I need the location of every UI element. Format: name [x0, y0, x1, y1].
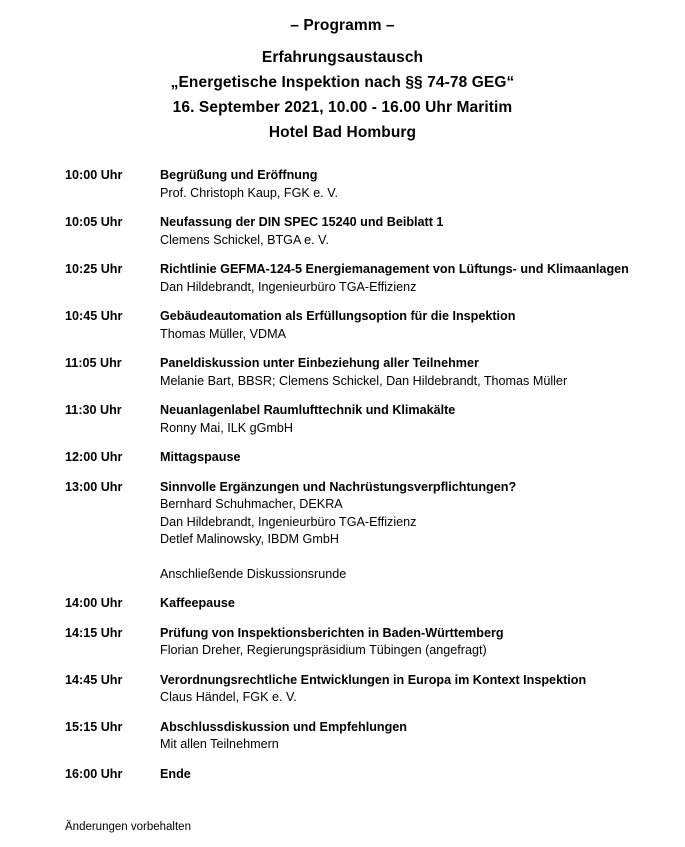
agenda-detail [160, 766, 645, 784]
agenda-session-title: Gebäudeautomation als Erfüllungsoption für die Inspektion [160, 309, 516, 323]
agenda-detail [160, 355, 645, 390]
agenda-detail [160, 214, 645, 249]
agenda-speaker: Detlef Malinowsky, IBDM GmbH [160, 532, 339, 546]
agenda-session-title: Paneldiskussion unter Einbeziehung aller Teilnehmer [160, 356, 479, 370]
agenda-row [65, 355, 645, 390]
agenda-session-title: Neufassung der DIN SPEC 15240 und Beiblatt 1 [160, 215, 444, 229]
agenda-detail [160, 449, 645, 467]
agenda-time: 12:00 Uhr [65, 450, 123, 464]
agenda-row [65, 595, 645, 613]
agenda-speaker: Prof. Christoph Kaup, FGK e. V. [160, 185, 339, 200]
agenda-speaker: Melanie Bart, BBSR; Clemens Schickel, Dan Hildebrandt, Thomas Müller [160, 373, 568, 388]
agenda-time: 10:05 Uhr [65, 215, 123, 229]
agenda-time: 15:15 Uhr [65, 719, 123, 734]
agenda-detail [160, 672, 645, 707]
program-label: – Programm – [290, 17, 395, 34]
agenda-session-title: Sinnvolle Ergänzungen und Nachrüstungsverpflichtungen? [160, 479, 517, 494]
document-header [0, 0, 685, 145]
agenda-session-title: Neuanlagenlabel Raumlufttechnik und Klimakälte [160, 403, 456, 417]
agenda-session-title: Ende [160, 766, 191, 781]
agenda-row [65, 672, 645, 707]
agenda-speaker: Bernhard Schuhmacher, DEKRA [160, 497, 343, 511]
agenda-detail [160, 595, 645, 613]
agenda-time: 13:00 Uhr [65, 479, 123, 494]
agenda-row [65, 214, 645, 249]
agenda-speaker: Florian Dreher, Regierungspräsidium Tübingen (angefragt) [160, 643, 487, 657]
agenda-session-title: Richtlinie GEFMA-124-5 Energiemanagement von Lüftungs- und Klimaanlagen [160, 262, 629, 276]
agenda-detail [160, 719, 645, 754]
agenda-session-title: Verordnungsrechtliche Entwicklungen in Europa im Kontext Inspektion [160, 672, 587, 687]
agenda-time: 11:30 Uhr [65, 403, 122, 417]
agenda-speaker: Ronny Mai, ILK gGmbH [160, 420, 293, 435]
agenda-speaker: Thomas Müller, VDMA [160, 326, 286, 341]
agenda-time: 14:15 Uhr [65, 625, 123, 640]
agenda-row [65, 402, 645, 437]
event-topic: „Energetische Inspektion nach §§ 74-78 GEG“ [170, 74, 515, 91]
agenda-session-title: Mittagspause [160, 450, 241, 464]
agenda-row [65, 625, 645, 660]
agenda-row [65, 449, 645, 467]
agenda-session-title: Kaffeepause [160, 596, 235, 610]
agenda-speaker: Dan Hildebrandt, Ingenieurbüro TGA-Effizienz [160, 514, 417, 529]
agenda-detail [160, 479, 645, 584]
agenda-row [65, 766, 645, 784]
event-date-time-venue: 16. September 2021, 10.00 - 16.00 Uhr Maritim [172, 99, 513, 116]
agenda-note: Anschließende Diskussionsrunde [160, 566, 347, 581]
event-venue-second-line: Hotel Bad Homburg [268, 124, 417, 141]
agenda-row [65, 308, 645, 343]
agenda-time: 14:00 Uhr [65, 596, 123, 610]
agenda-row [65, 479, 645, 584]
agenda-detail [160, 625, 645, 660]
agenda-time: 16:00 Uhr [65, 766, 123, 781]
agenda-list [0, 167, 685, 783]
agenda-detail [160, 402, 645, 437]
agenda-session-title: Begrüßung und Eröffnung [160, 168, 318, 182]
footer-disclaimer: Änderungen vorbehalten [65, 821, 191, 833]
agenda-session-title: Abschlussdiskussion und Empfehlungen [160, 719, 408, 734]
agenda-row [65, 167, 645, 202]
agenda-time: 10:45 Uhr [65, 309, 123, 323]
agenda-speaker: Claus Händel, FGK e. V. [160, 690, 297, 704]
agenda-row [65, 719, 645, 754]
event-name: Erfahrungsaustausch [261, 49, 424, 66]
agenda-detail [160, 167, 645, 202]
agenda-speaker: Clemens Schickel, BTGA e. V. [160, 232, 329, 247]
agenda-speaker: Mit allen Teilnehmern [160, 737, 279, 751]
agenda-time: 14:45 Uhr [65, 672, 123, 687]
agenda-row [65, 261, 645, 296]
agenda-time: 10:00 Uhr [65, 168, 123, 182]
agenda-time: 11:05 Uhr [65, 356, 122, 370]
agenda-detail [160, 308, 645, 343]
agenda-time: 10:25 Uhr [65, 262, 123, 276]
agenda-session-title: Prüfung von Inspektionsberichten in Baden-Württemberg [160, 625, 504, 640]
agenda-speaker: Dan Hildebrandt, Ingenieurbüro TGA-Effizienz [160, 279, 417, 294]
agenda-detail [160, 261, 645, 296]
